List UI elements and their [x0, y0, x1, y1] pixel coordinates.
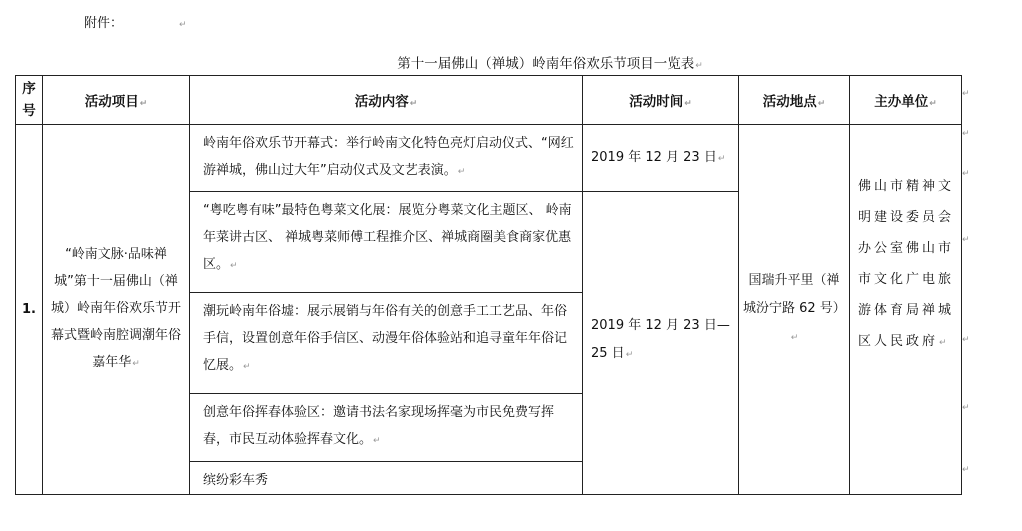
content-item [190, 461, 582, 494]
row-time [583, 125, 739, 495]
paragraph-mark-icon: ↵ [230, 261, 238, 271]
row-seq: 1. [16, 125, 43, 495]
paragraph-mark-icon: ↵ [939, 338, 950, 348]
time-item-text: 2019 年 12 月 23 日—25 日 [591, 318, 730, 361]
paragraph-mark-icon: ↵ [962, 129, 970, 139]
row-host [850, 125, 962, 495]
paragraph-mark-icon: ↵ [373, 436, 381, 446]
paragraph-mark-icon: ↵ [717, 154, 726, 164]
content-item [190, 292, 582, 393]
paragraph-mark-icon: ↵ [132, 359, 140, 369]
time-item [583, 191, 738, 494]
time-item-text: 2019 年 12 月 23 日 [591, 150, 717, 165]
row-place-text: 国瑞升平里（禅城汾宁路 62 号） [743, 273, 846, 316]
table-header-row [16, 76, 962, 125]
paragraph-mark-icon: ↵ [962, 169, 970, 179]
paragraph-mark-icon: ↵ [457, 167, 466, 177]
content-item [190, 125, 582, 191]
row-host-text: 佛山市精神文明建设委员会办公室佛山市市文化广电旅游体育局禅城区人民政府 [858, 179, 955, 349]
table-title-text: 第十一届佛山（禅城）岭南年俗欢乐节项目一览表 [397, 56, 695, 72]
table-title [0, 52, 1022, 72]
paragraph-mark-icon: ↵ [409, 99, 418, 109]
paragraph-mark-icon: ↵ [625, 350, 634, 360]
paragraph-mark-icon: ↵ [179, 20, 187, 30]
header-content-text: 活动内容 [354, 94, 409, 110]
header-project-text: 活动项目 [84, 94, 139, 110]
time-item [583, 125, 738, 191]
header-place [739, 76, 850, 125]
paragraph-mark-icon: ↵ [962, 89, 970, 99]
table-row [16, 125, 962, 495]
row-project [43, 125, 190, 495]
paragraph-mark-icon: ↵ [243, 362, 251, 372]
header-time-text: 活动时间 [629, 94, 684, 110]
paragraph-mark-icon: ↵ [962, 465, 970, 475]
row-project-text: “岭南文脉·品味禅城”第十一届佛山（禅城）岭南年俗欢乐节开幕式暨岭南腔调潮年俗嘉年华 [50, 247, 181, 370]
header-place-text: 活动地点 [762, 94, 817, 110]
content-item-text: “粤吃粤有味”最特色粤菜文化展：展览分粤菜文化主题区、 岭南年菜讲古区、 禅城粤菜师傅工程推介区、禅城商圈美食商家优惠区。 [203, 203, 572, 272]
content-item-text: 创意年俗挥春体验区：邀请书法名家现场挥毫为市民免费写挥春，市民互动体验挥春文化。 [203, 405, 555, 447]
paragraph-mark-icon: ↵ [790, 333, 799, 343]
attachment-label [84, 12, 187, 31]
paragraph-mark-icon: ↵ [817, 99, 826, 109]
header-content [190, 76, 583, 125]
paragraph-mark-icon: ↵ [962, 403, 970, 413]
content-item [190, 393, 582, 461]
paragraph-mark-icon: ↵ [962, 235, 970, 245]
paragraph-mark-icon: ↵ [139, 99, 148, 109]
paragraph-mark-icon: ↵ [695, 61, 703, 71]
content-item-text: 岭南年俗欢乐节开幕式：举行岭南文化特色亮灯启动仪式、“网红游禅城，佛山过大年”启动仪式及文艺表演。 [203, 136, 574, 178]
paragraph-mark-icon: ↵ [684, 99, 692, 109]
paragraph-mark-icon: ↵ [929, 99, 937, 109]
row-content [190, 125, 583, 495]
attachment-label-text: 附件： [84, 16, 124, 31]
content-item-text: 潮玩岭南年俗墟：展示展销与年俗有关的创意手工工艺品、年俗手信，设置创意年俗手信区、动漫年俗体验站和追寻童年年俗记忆展。 [203, 304, 568, 373]
header-host [850, 76, 962, 125]
header-host-text: 主办单位 [874, 94, 929, 110]
content-item-text: 缤纷彩车秀 [203, 473, 269, 488]
row-place [739, 125, 850, 495]
activity-table [15, 75, 962, 495]
header-seq: 序号 [16, 76, 43, 125]
header-time [583, 76, 739, 125]
header-project [43, 76, 190, 125]
content-item [190, 191, 582, 292]
paragraph-mark-icon: ↵ [962, 335, 970, 345]
